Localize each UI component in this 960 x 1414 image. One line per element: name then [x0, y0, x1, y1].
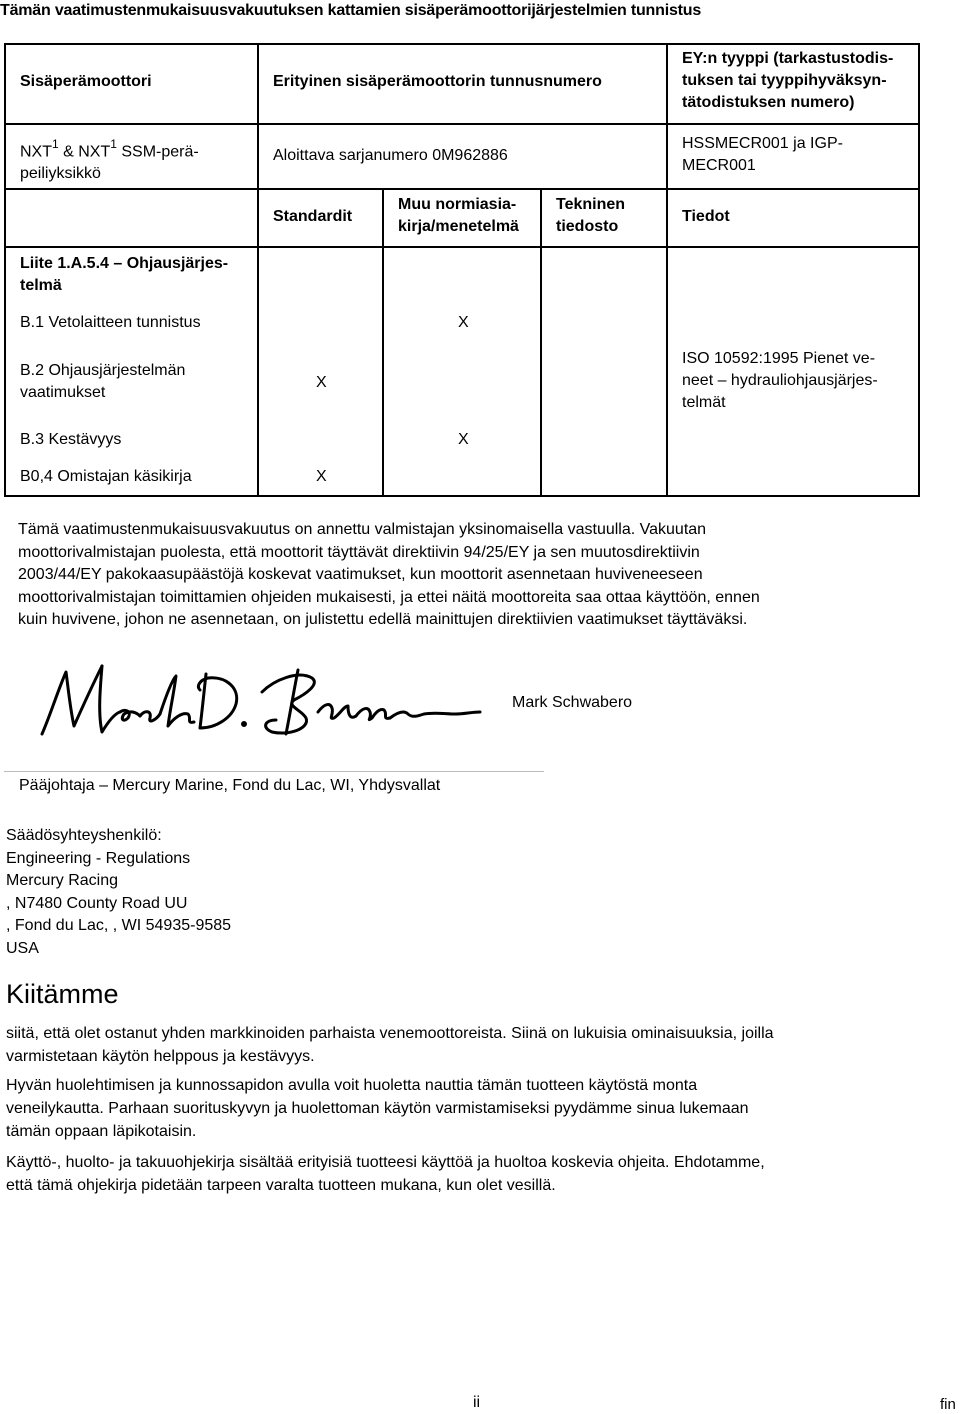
- row-b1-label: B.1 Vetolaitteen tunnistus: [20, 314, 201, 331]
- header-ec-type: EY:n tyyppi (tarkastustodis- tuksen tai tyyppihyväksyn- tätodistuksen numero): [682, 50, 894, 111]
- thanks-paragraph-1: siitä, että olet ostanut yhden markkinoiden parhaista venemoottoreista. Siinä on lukuisia ominaisuuksia, joilla varmistetaan käytön helppous ja kestävyys.: [6, 1025, 774, 1065]
- signature-image: [36, 656, 486, 746]
- engine-certificate: HSSMECR001 ja IGP- MECR001: [682, 135, 843, 174]
- language-code: fin: [940, 1396, 956, 1413]
- declaration-paragraph: Tämä vaatimustenmukaisuusvakuutus on annettu valmistajan yksinomaisella vastuulla. Vakuutan moottorivalmistajan puolesta, että moottorit täyttävät direktiivin 94/25/EY ja sen muutosdirektiivin 2003/44/EY pakokaasupäästöjä koskevat vaatimukset, kun moottorit asennetaan huviveneeseen moottorivalmistajan toimittamien ohjeiden mukaisesti, ja ettei näitä moottoreita saa ottaa käyttöön, ennen kuin huvivene, johon ne asennetaan, on julistettu edellä mainittujen direktiivien vaatimukset täyttäväksi.: [18, 521, 760, 628]
- subheader-standards: Standardit: [273, 208, 353, 225]
- row-b1-mark: X: [458, 314, 469, 331]
- subheader-technical-file: Tekninen tiedosto: [556, 196, 626, 235]
- engine-name: NXT$^1$ & NXT$^1$ SSM-perä- peiliyksikkö: [20, 137, 199, 183]
- table-rule: [4, 188, 920, 190]
- thanks-heading: Kiitämme: [6, 979, 119, 1009]
- table-col-rule: [540, 188, 542, 497]
- table-col-rule: [382, 188, 384, 497]
- table-border-top: [4, 43, 920, 45]
- row-b2-info: ISO 10592:1995 Pienet ve- neet – hydrauliohjausjärjes- telmät: [682, 350, 878, 411]
- document-title: Tämän vaatimustenmukaisuusvakuutuksen kattamien sisäperämoottorijärjestelmien tunnistus: [0, 2, 702, 19]
- table-border-left: [4, 43, 6, 497]
- signature-rule: [4, 771, 544, 772]
- regulatory-contact: Säädösyhteyshenkilö: Engineering - Regulations Mercury Racing , N7480 County Road UU , Fond du Lac, , WI 54935-9585 USA: [6, 827, 232, 957]
- table-col-rule: [666, 43, 668, 497]
- thanks-paragraph-3: Käyttö-, huolto- ja takuuohjekirja sisältää erityisiä tuotteesi käyttöä ja huoltoa koskevia ohjeita. Ehdotamme, että tämä ohjekirja pidetään tarpeen varalta tuotteen mukana, kun olet vesillä.: [6, 1154, 765, 1194]
- thanks-paragraph-2: Hyvän huolehtimisen ja kunnossapidon avulla voit huoletta nauttia tämän tuotteen käytöstä monta veneilykautta. Parhaan suorituskyvyn ja huolettoman käytön varmistamiseksi pyydämme sinua lukemaan tämän oppaan läpikotaisin.: [6, 1077, 749, 1140]
- subheader-other-document: Muu normiasia- kirja/menetelmä: [398, 196, 519, 235]
- header-id-number: Erityinen sisäperämoottorin tunnusnumero: [273, 73, 602, 90]
- row-b2-label: B.2 Ohjausjärjestelmän vaatimukset: [20, 362, 186, 401]
- table-border-bottom: [4, 495, 920, 497]
- signatory-name: Mark Schwabero: [512, 694, 633, 711]
- page-number: ii: [473, 1394, 481, 1411]
- signatory-position: Pääjohtaja – Mercury Marine, Fond du Lac, WI, Yhdysvallat: [19, 777, 441, 794]
- row-b2-mark: X: [316, 374, 327, 391]
- table-rule: [4, 246, 920, 248]
- row-b04-label: B0,4 Omistajan käsikirja: [20, 468, 192, 485]
- engine-serial: Aloittava sarjanumero 0M962886: [273, 147, 508, 164]
- row-b3-mark: X: [458, 431, 469, 448]
- table-rule: [4, 123, 920, 125]
- subheader-info: Tiedot: [682, 208, 730, 225]
- row-b04-mark: X: [316, 468, 327, 485]
- annex-label: Liite 1.A.5.4 – Ohjausjärjes- telmä: [20, 255, 229, 294]
- header-engine: Sisäperämoottori: [20, 73, 152, 90]
- table-border-right: [918, 43, 920, 497]
- row-b3-label: B.3 Kestävyys: [20, 431, 122, 448]
- table-col-rule: [257, 43, 259, 497]
